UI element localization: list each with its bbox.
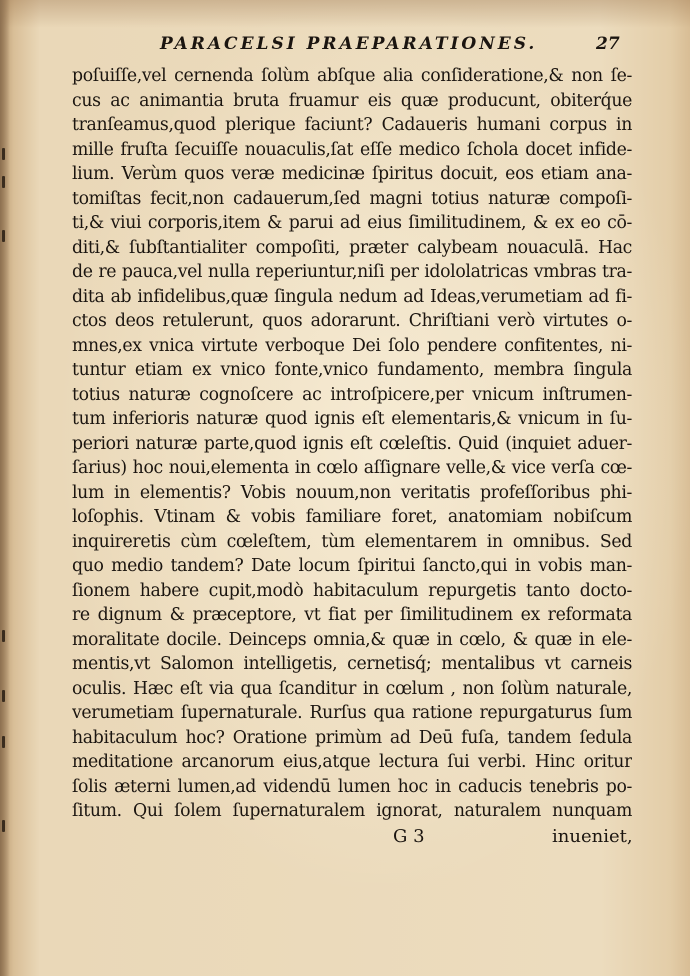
text-line: inquireretis cùm cœleſtem, tùm elementarem in omnibus. Sed xyxy=(72,531,632,552)
text-line: cus ac animantia bruta fruamur eis quæ producunt, obiterq́ue xyxy=(72,90,632,111)
text-line: periori naturæ parte,quod ignis eſt cœleſtis. Quid (inquiet aduer- xyxy=(72,433,632,454)
text-line: re dignum & præceptore, vt fiat per ſimilitudinem ex reformata xyxy=(72,605,632,625)
text-line: tranſeamus,quod plerique faciunt? Cadaueris humani corpus in xyxy=(72,115,632,135)
text-line: meditatione arcanorum eius,atque lectura ſui verbi. Hinc oritur xyxy=(72,752,632,772)
signature-mark: G 3 xyxy=(393,826,425,847)
text-line: de re pauca,vel nulla reperiuntur,niſi per idololatricas vmbras tra- xyxy=(72,262,632,282)
text-line: mnes,ex vnica virtute verboque Dei ſolo pendere confitentes, ni- xyxy=(72,335,632,356)
text-line: tum inferioris naturæ quod ignis eſt elementaris,& vnicum in ſu- xyxy=(72,409,632,429)
text-line: ſitum. Qui ſolem ſupernaturalem ignorat, naturalem nunquam xyxy=(72,801,632,821)
text-line: ſionem habere cupit,modò habitaculum repurgetis tanto docto- xyxy=(72,580,632,601)
text-line: ctos deos retulerunt, quos adorarunt. Chriſtiani verò virtutes o- xyxy=(72,311,632,331)
body-text xyxy=(72,64,632,824)
text-line: tuntur etiam ex vnico fonte,vnico fundamento, membra ſingula xyxy=(72,360,632,380)
text-line: verumetiam ſupernaturale. Rurſus qua ratione repurgaturus ſum xyxy=(72,703,632,723)
text-line: ſolis æterni lumen,ad videndū lumen hoc in caducis tenebris po- xyxy=(72,776,632,797)
gutter-marks xyxy=(2,130,10,830)
page-header xyxy=(0,34,690,60)
text-line: quo medio tandem? Date locum ſpiritui ſancto,qui in vobis man- xyxy=(72,556,632,576)
page-footer xyxy=(0,826,690,852)
text-line: habitaculum hoc? Oratione primùm ad Deū fuſa, tandem ſedula xyxy=(72,727,632,748)
text-line: mentis,vt Salomon intelligetis, cernetisq́; mentalibus vt carneis xyxy=(72,654,632,674)
text-line: ti,& viui corporis,item & parui ad eius ſimilitudinem, & ex eo cō- xyxy=(72,213,632,233)
text-line: tomiſtas fecit,non cadauerum,ſed magni totius naturæ compoſi- xyxy=(72,188,632,209)
text-line: moralitate docile. Deinceps omnia,& quæ in cœlo, & quæ in ele- xyxy=(72,629,632,650)
text-line: totius naturæ cognoſcere ac introſpicere,per vnicum inſtrumen- xyxy=(72,384,632,405)
running-head: PARACELSI PRAEPARATIONES. xyxy=(160,34,538,54)
page-number: 27 xyxy=(596,34,620,54)
text-line: loſophis. Vtinam & vobis familiare foret, anatomiam nobiſcum xyxy=(72,507,632,527)
text-line: dita ab infidelibus,quæ ſingula nedum ad Ideas,verumetiam ad fi- xyxy=(72,286,632,307)
text-line: mille fruſta ſecuiſſe nouaculis,ſat eſſe medico ſchola docet infide- xyxy=(72,139,632,160)
text-line: lium. Verùm quos veræ medicinæ ſpiritus docuit, eos etiam ana- xyxy=(72,164,632,184)
top-edge-shading xyxy=(0,0,690,28)
text-line: ſarius) hoc noui,elementa in cœlo aſſignare velle,& vice verſa cœ- xyxy=(72,458,632,478)
text-line: oculis. Hæc eſt via qua ſcanditur in cœlum , non ſolùm naturale, xyxy=(72,678,632,699)
text-line: poſuiſſe,vel cernenda ſolùm abſque alia conſideratione,& non ſe- xyxy=(72,66,632,86)
catchword: inueniet, xyxy=(552,826,633,847)
text-line: diti,& ſubſtantialiter compoſiti, præter calybeam nouaculā. Hac xyxy=(72,237,632,258)
text-line: lum in elementis? Vobis nouum,non veritatis profeſſoribus phi- xyxy=(72,482,632,503)
